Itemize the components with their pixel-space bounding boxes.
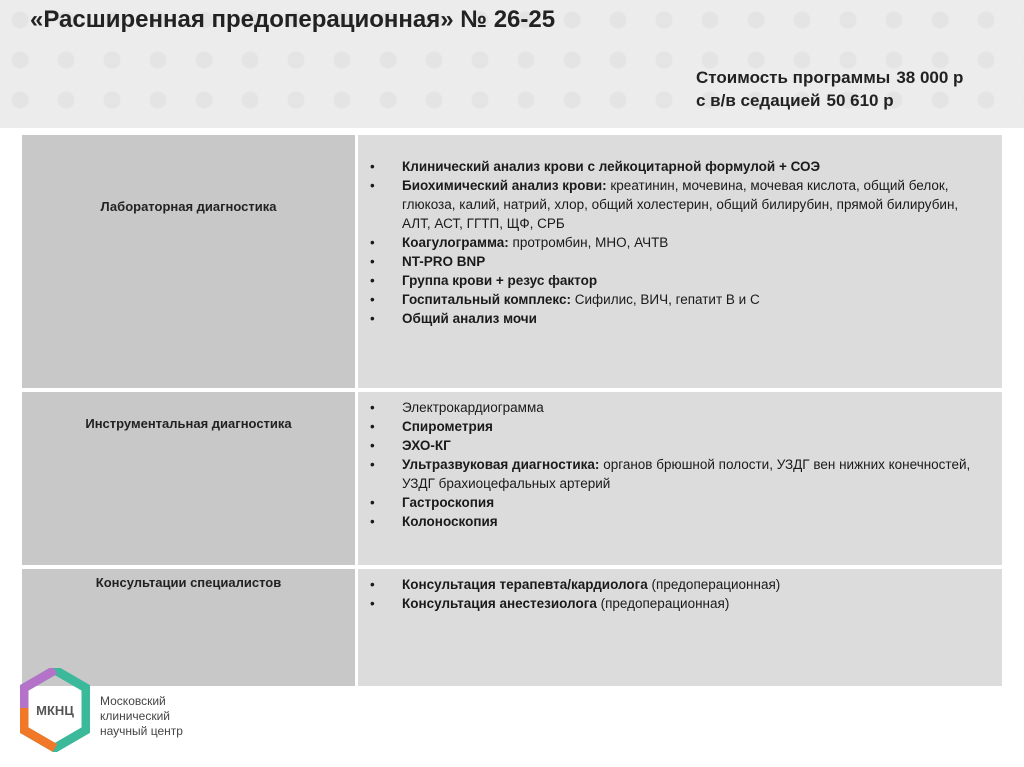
program-table bbox=[22, 135, 1002, 690]
item-bold: Консультация анестезиолога bbox=[402, 596, 597, 611]
logo-line: Московский bbox=[100, 694, 166, 708]
list-item bbox=[370, 594, 982, 613]
table-row bbox=[22, 135, 1002, 388]
list-item bbox=[370, 176, 982, 233]
list-item bbox=[370, 398, 982, 417]
logo-line: научный центр bbox=[100, 724, 183, 738]
list-item bbox=[370, 455, 982, 493]
item-text: Электрокардиограмма bbox=[402, 400, 544, 415]
bullet-icon: • bbox=[370, 254, 375, 269]
logo-text bbox=[100, 694, 183, 739]
item-bold: Гастроскопия bbox=[402, 495, 495, 510]
bullet-icon: • bbox=[370, 235, 375, 250]
list-item bbox=[370, 512, 982, 531]
item-bold: Колоноскопия bbox=[402, 514, 498, 529]
bullet-icon: • bbox=[370, 514, 375, 529]
item-bold: NT-PRO BNP bbox=[402, 254, 486, 269]
bullet-icon: • bbox=[370, 273, 375, 288]
bullet-icon: • bbox=[370, 596, 375, 611]
item-text: протромбин, МНО, АЧТВ bbox=[508, 235, 669, 250]
details-cell bbox=[358, 135, 1002, 388]
item-bold: Консультация терапевта/кардиолога bbox=[402, 577, 648, 592]
list-item bbox=[370, 157, 982, 176]
price-block bbox=[696, 66, 963, 112]
item-text: креатинин, мочевина, мочевая кислота, общий белок, глюкоза, калий, натрий, хлор, общий холестерин, общий билирубин, прямой билирубин, АЛТ, АСТ, ГГТП, ЩФ, СРБ bbox=[402, 178, 959, 231]
item-bold: Коагулограмма: bbox=[402, 235, 509, 250]
details-cell bbox=[358, 392, 1002, 565]
table-row bbox=[22, 392, 1002, 565]
item-bold: Клинический анализ крови с лейкоцитарной формулой + СОЭ bbox=[402, 159, 821, 174]
list-item bbox=[370, 309, 982, 328]
bullet-icon: • bbox=[370, 419, 375, 434]
bullet-icon: • bbox=[370, 178, 375, 193]
details-cell bbox=[358, 569, 1002, 686]
bullet-icon: • bbox=[370, 457, 375, 472]
sedation-price-label: с в/в седацией bbox=[696, 91, 821, 110]
bullet-icon: • bbox=[370, 159, 375, 174]
table-row bbox=[22, 569, 1002, 686]
sedation-price-value: 50 610 р bbox=[826, 91, 894, 110]
price-value: 38 000 р bbox=[896, 68, 964, 87]
bullet-icon: • bbox=[370, 292, 375, 307]
item-text: органов брюшной полости, УЗДГ вен нижних конечностей, УЗДГ брахиоцефальных артерий bbox=[402, 457, 971, 491]
item-bold: Госпитальный комплекс: bbox=[402, 292, 572, 307]
list-item bbox=[370, 575, 982, 594]
list-item bbox=[370, 417, 982, 436]
bullet-icon: • bbox=[370, 311, 375, 326]
bullet-icon: • bbox=[370, 577, 375, 592]
list-item bbox=[370, 290, 982, 309]
list-item bbox=[370, 271, 982, 290]
page-title: «Расширенная предоперационная» № 26-25 bbox=[30, 6, 556, 33]
list-item bbox=[370, 252, 982, 271]
category-cell: Лабораторная диагностика bbox=[22, 135, 355, 388]
item-text: (предоперационная) bbox=[596, 596, 730, 611]
item-bold: Спирометрия bbox=[402, 419, 493, 434]
item-bold: Биохимический анализ крови: bbox=[402, 178, 607, 193]
item-bold: Общий анализ мочи bbox=[402, 311, 537, 326]
bullet-icon: • bbox=[370, 438, 375, 453]
category-cell: Инструментальная диагностика bbox=[22, 392, 355, 565]
list-item bbox=[370, 493, 982, 512]
list-item bbox=[370, 233, 982, 252]
logo-abbr: МКНЦ bbox=[36, 703, 74, 718]
category-cell: Консультации специалистов bbox=[22, 569, 355, 686]
item-bold: Ультразвуковая диагностика: bbox=[402, 457, 600, 472]
logo-icon bbox=[20, 668, 90, 757]
item-text: (предоперационная) bbox=[647, 577, 781, 592]
logo-line: клинический bbox=[100, 709, 171, 723]
bullet-icon: • bbox=[370, 495, 375, 510]
list-item bbox=[370, 436, 982, 455]
price-label: Стоимость программы bbox=[696, 68, 891, 87]
item-bold: Группа крови + резус фактор bbox=[402, 273, 598, 288]
bullet-icon: • bbox=[370, 400, 375, 415]
item-bold: ЭХО-КГ bbox=[402, 438, 451, 453]
item-text: Сифилис, ВИЧ, гепатит В и С bbox=[571, 292, 760, 307]
